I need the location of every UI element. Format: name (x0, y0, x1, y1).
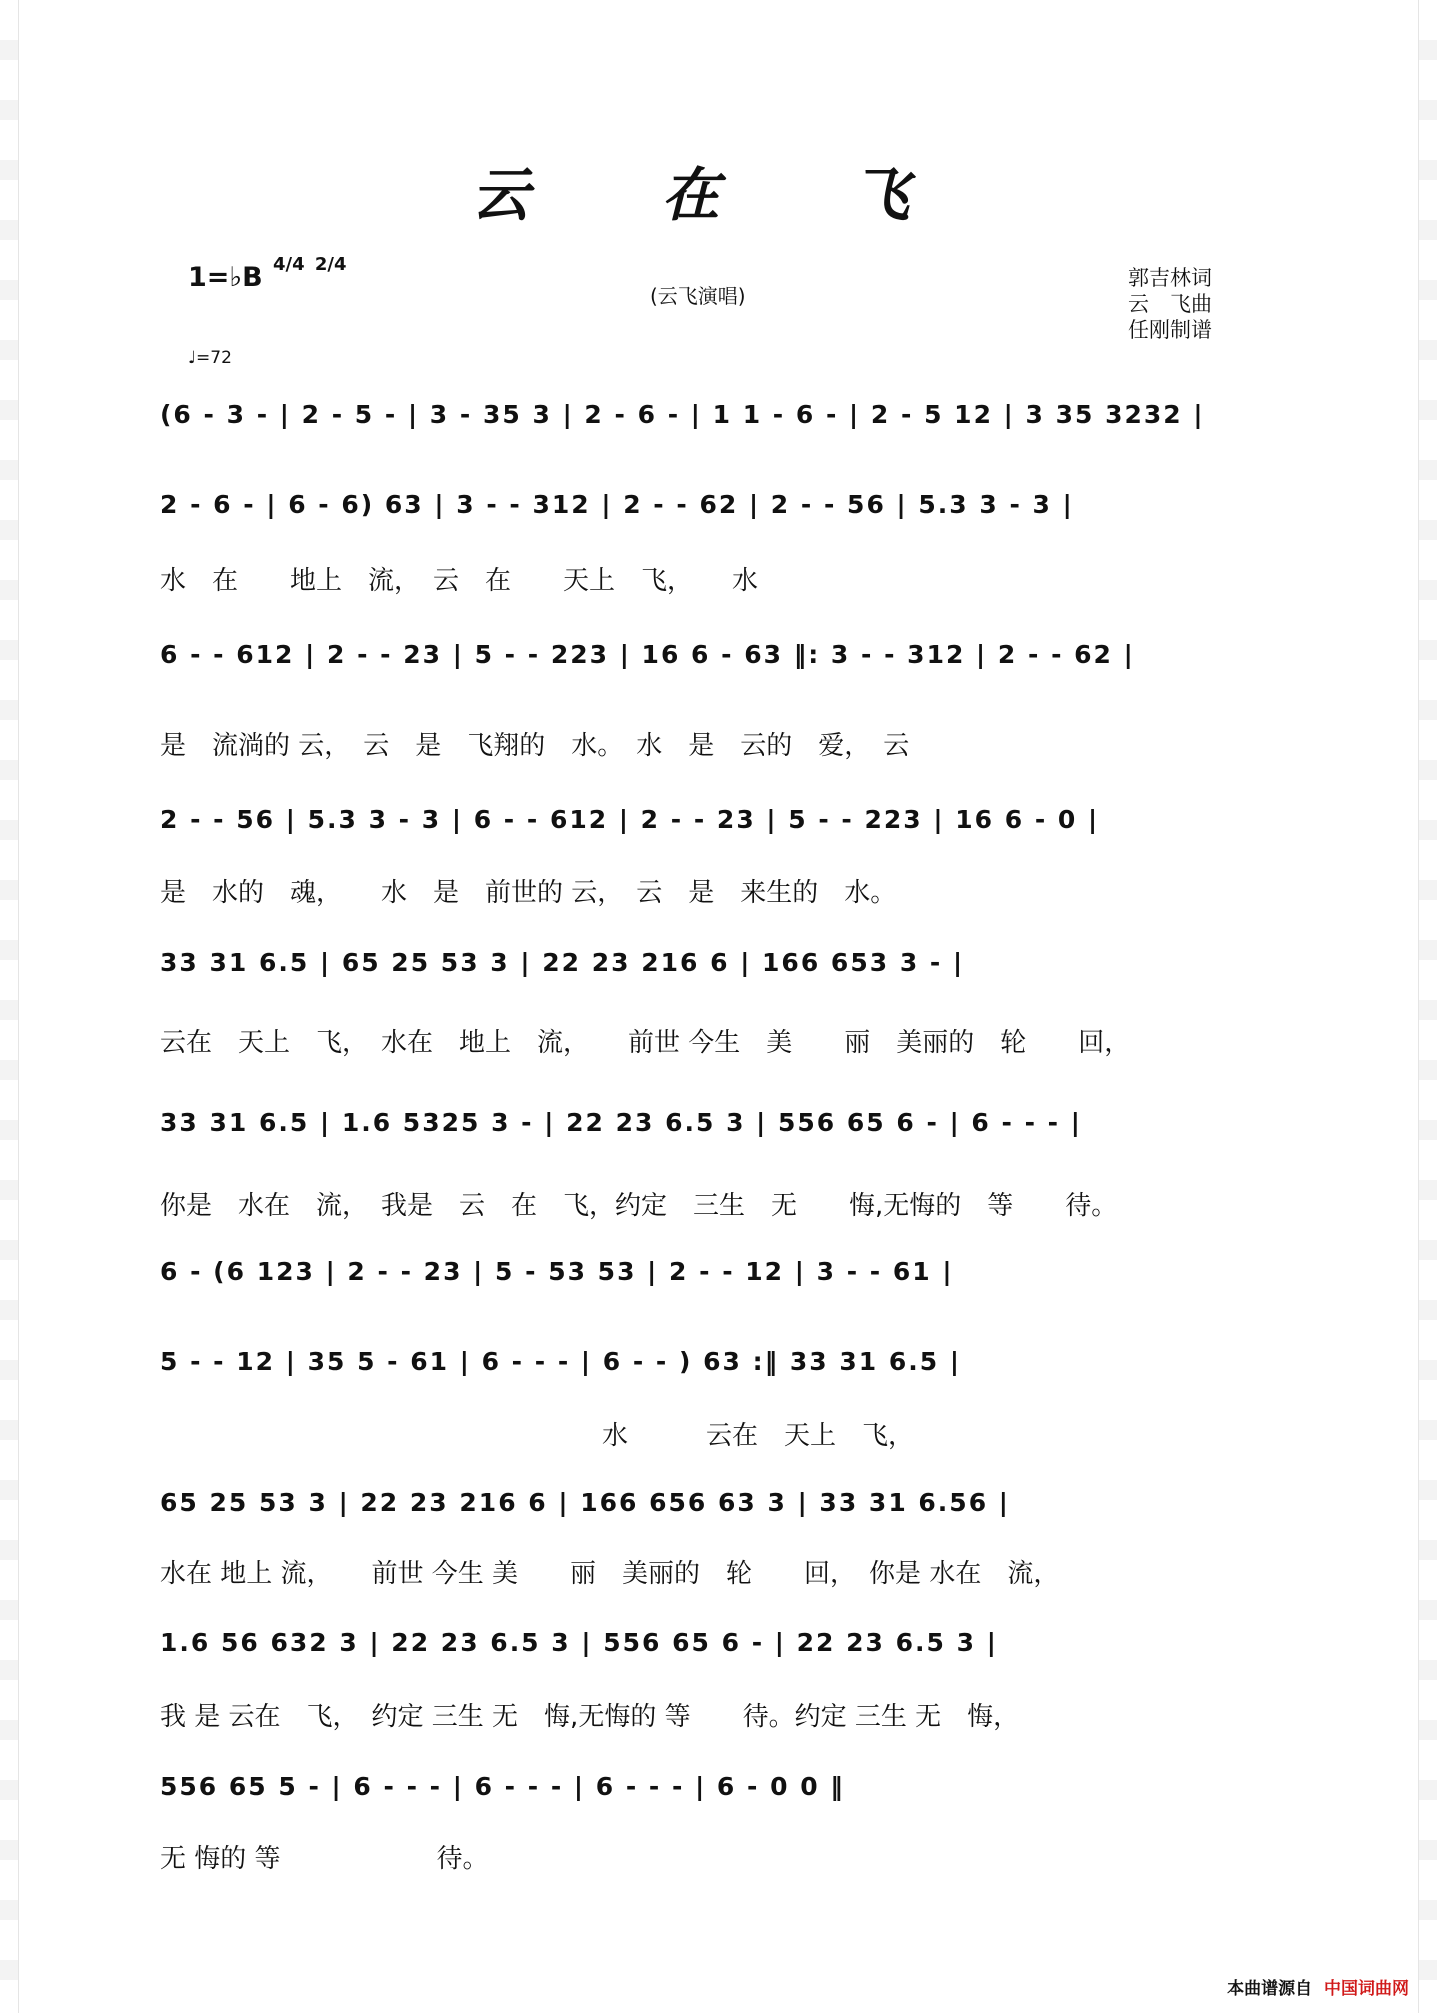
lyric-line-11: 无 悔的 等 待。 (160, 1844, 489, 1874)
score-line-11: 556 65 5 - | 6 - - - | 6 - - - | 6 - - - | 6 - 0 0 ‖ (160, 1772, 845, 1801)
notation-credit: 任刚制谱 (1128, 318, 1212, 342)
lyric-line-2: 水 在 地上 流， 云 在 天上 飞， 水 (160, 566, 759, 596)
composer-credit: 云 飞曲 (1128, 292, 1212, 316)
lyric-line-9: 水在 地上 流， 前世 今生 美 丽 美丽的 轮 回， 你是 水在 流， (160, 1559, 1060, 1589)
left-margin-strip (0, 0, 19, 2013)
lyric-line-8: 水 云在 天上 飞， (160, 1421, 915, 1451)
song-title: 云 在 飞 (471, 161, 966, 229)
performer-note: (云飞演唱) (650, 284, 746, 308)
score-line-8: 5 - - 12 | 35 5 - 61 | 6 - - - | 6 - - ) 63 :‖ 33 31 6.5 | (160, 1347, 961, 1376)
lyric-line-4: 是 水的 魂， 水 是 前世的 云， 云 是 来生的 水。 (160, 878, 897, 908)
score-line-3: 6 - - 612 | 2 - - 23 | 5 - - 223 | 16 6 - 63 ‖: 3 - - 312 | 2 - - 62 | (160, 640, 1135, 669)
score-line-4: 2 - - 56 | 5.3 3 - 3 | 6 - - 612 | 2 - - 23 | 5 - - 223 | 16 6 - 0 | (160, 805, 1100, 834)
time-signature (273, 256, 351, 274)
score-line-10: 1.6 56 632 3 | 22 23 6.5 3 | 556 65 6 - | 22 23 6.5 3 | (160, 1628, 998, 1657)
source-footer (1227, 1974, 1409, 1999)
right-margin-strip (1418, 0, 1437, 2013)
source-label: 本曲谱源自 (1227, 1979, 1313, 1999)
score-line-9: 65 25 53 3 | 22 23 216 6 | 166 656 63 3 | 33 31 6.56 | (160, 1488, 1010, 1517)
lyric-line-10: 我 是 云在 飞， 约定 三生 无 悔,无悔的 等 待。约定 三生 无 悔， (160, 1702, 1020, 1732)
lyric-line-5: 云在 天上 飞， 水在 地上 流， 前世 今生 美 丽 美丽的 轮 回， (160, 1028, 1131, 1058)
score-line-7: 6 - (6 123 | 2 - - 23 | 5 - 53 53 | 2 - - 12 | 3 - - 61 | (160, 1257, 954, 1286)
score-line-1: (6 - 3 - | 2 - 5 - | 3 - 35 3 | 2 - 6 - | 1 1 - 6 - | 2 - 5 12 | 3 35 3232 | (160, 400, 1205, 429)
score-line-5: 33 31 6.5 | 65 25 53 3 | 22 23 216 6 | 166 653 3 - | (160, 948, 965, 977)
meter-1: 4/4 (273, 254, 305, 275)
lyric-line-6: 你是 水在 流， 我是 云 在 飞，约定 三生 无 悔,无悔的 等 待。 (160, 1191, 1118, 1221)
score-line-6: 33 31 6.5 | 1.6 5325 3 - | 22 23 6.5 3 | 556 65 6 - | 6 - - - | (160, 1108, 1082, 1137)
credits (1128, 265, 1212, 343)
lyric-line-3: 是 流淌的 云， 云 是 飞翔的 水。 水 是 云的 爱， 云 (160, 731, 910, 761)
score-line-2: 2 - 6 - | 6 - 6) 63 | 3 - - 312 | 2 - - 62 | 2 - - 56 | 5.3 3 - 3 | (160, 490, 1074, 519)
tempo-marking: ♩=72 (188, 348, 232, 368)
key-signature: 1=♭B (188, 262, 263, 293)
meter-2: 2/4 (314, 254, 347, 275)
lyricist-credit: 郭吉林词 (1128, 266, 1212, 290)
source-site: 中国词曲网 (1324, 1979, 1409, 1999)
